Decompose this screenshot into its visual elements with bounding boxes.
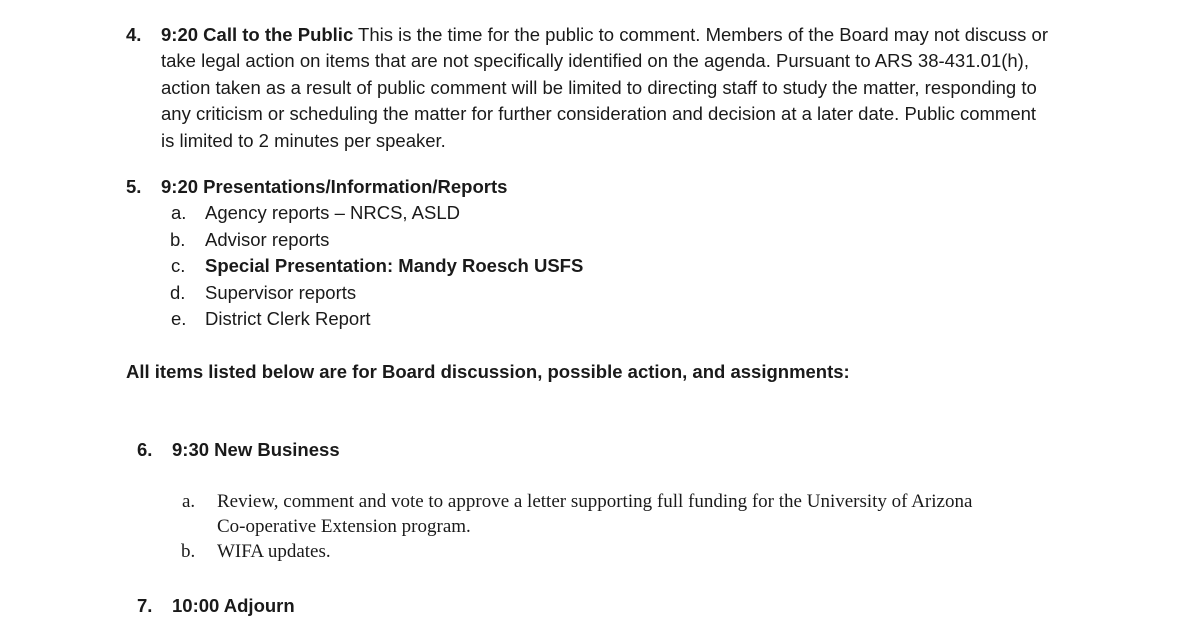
subitem-letter: e. [171,308,187,329]
item-4-first-line [161,22,1048,48]
subitem-text: Supervisor reports [205,282,357,303]
item-number: 4. [126,24,142,45]
item-text: take legal action on items that are not specifically identified on the agenda. Pursuant to ARS 38-431.01(h), [161,50,1029,71]
item-number: 7. [137,595,153,616]
subitem-text: Special Presentation: Mandy Roesch USFS [205,255,584,276]
board-notice: All items listed below are for Board discussion, possible action, and assignments: [126,361,850,382]
item-text: any criticism or scheduling the matter for further consideration and decision at a later date. Public comment [161,103,1037,124]
subitem-text: District Clerk Report [205,308,371,329]
item-text: is limited to 2 minutes per speaker. [161,130,446,151]
item-heading: 9:20 Call to the Public [161,24,354,45]
subitem-text: Co-operative Extension program. [217,516,471,537]
subitem-letter: b. [181,541,196,562]
item-number: 6. [137,439,153,460]
subitem-letter: a. [171,202,187,223]
item-heading: 9:30 New Business [172,439,340,460]
subitem-text: Agency reports – NRCS, ASLD [205,202,460,223]
item-number: 5. [126,176,142,197]
item-text: action taken as a result of public comment will be limited to directing staff to study the matter, responding to [161,77,1037,98]
subitem-letter: b. [170,229,186,250]
subitem-text: Review, comment and vote to approve a letter supporting full funding for the University of Arizona [217,491,973,512]
subitem-letter: c. [171,255,186,276]
item-heading: 9:20 Presentations/Information/Reports [161,176,508,197]
subitem-letter: a. [182,491,196,512]
item-heading: 10:00 Adjourn [172,595,295,616]
subitem-text: WIFA updates. [217,541,331,562]
subitem-letter: d. [170,282,186,303]
item-text: This is the time for the public to comment. Members of the Board may not discuss or [353,24,1048,45]
subitem-text: Advisor reports [205,229,330,250]
